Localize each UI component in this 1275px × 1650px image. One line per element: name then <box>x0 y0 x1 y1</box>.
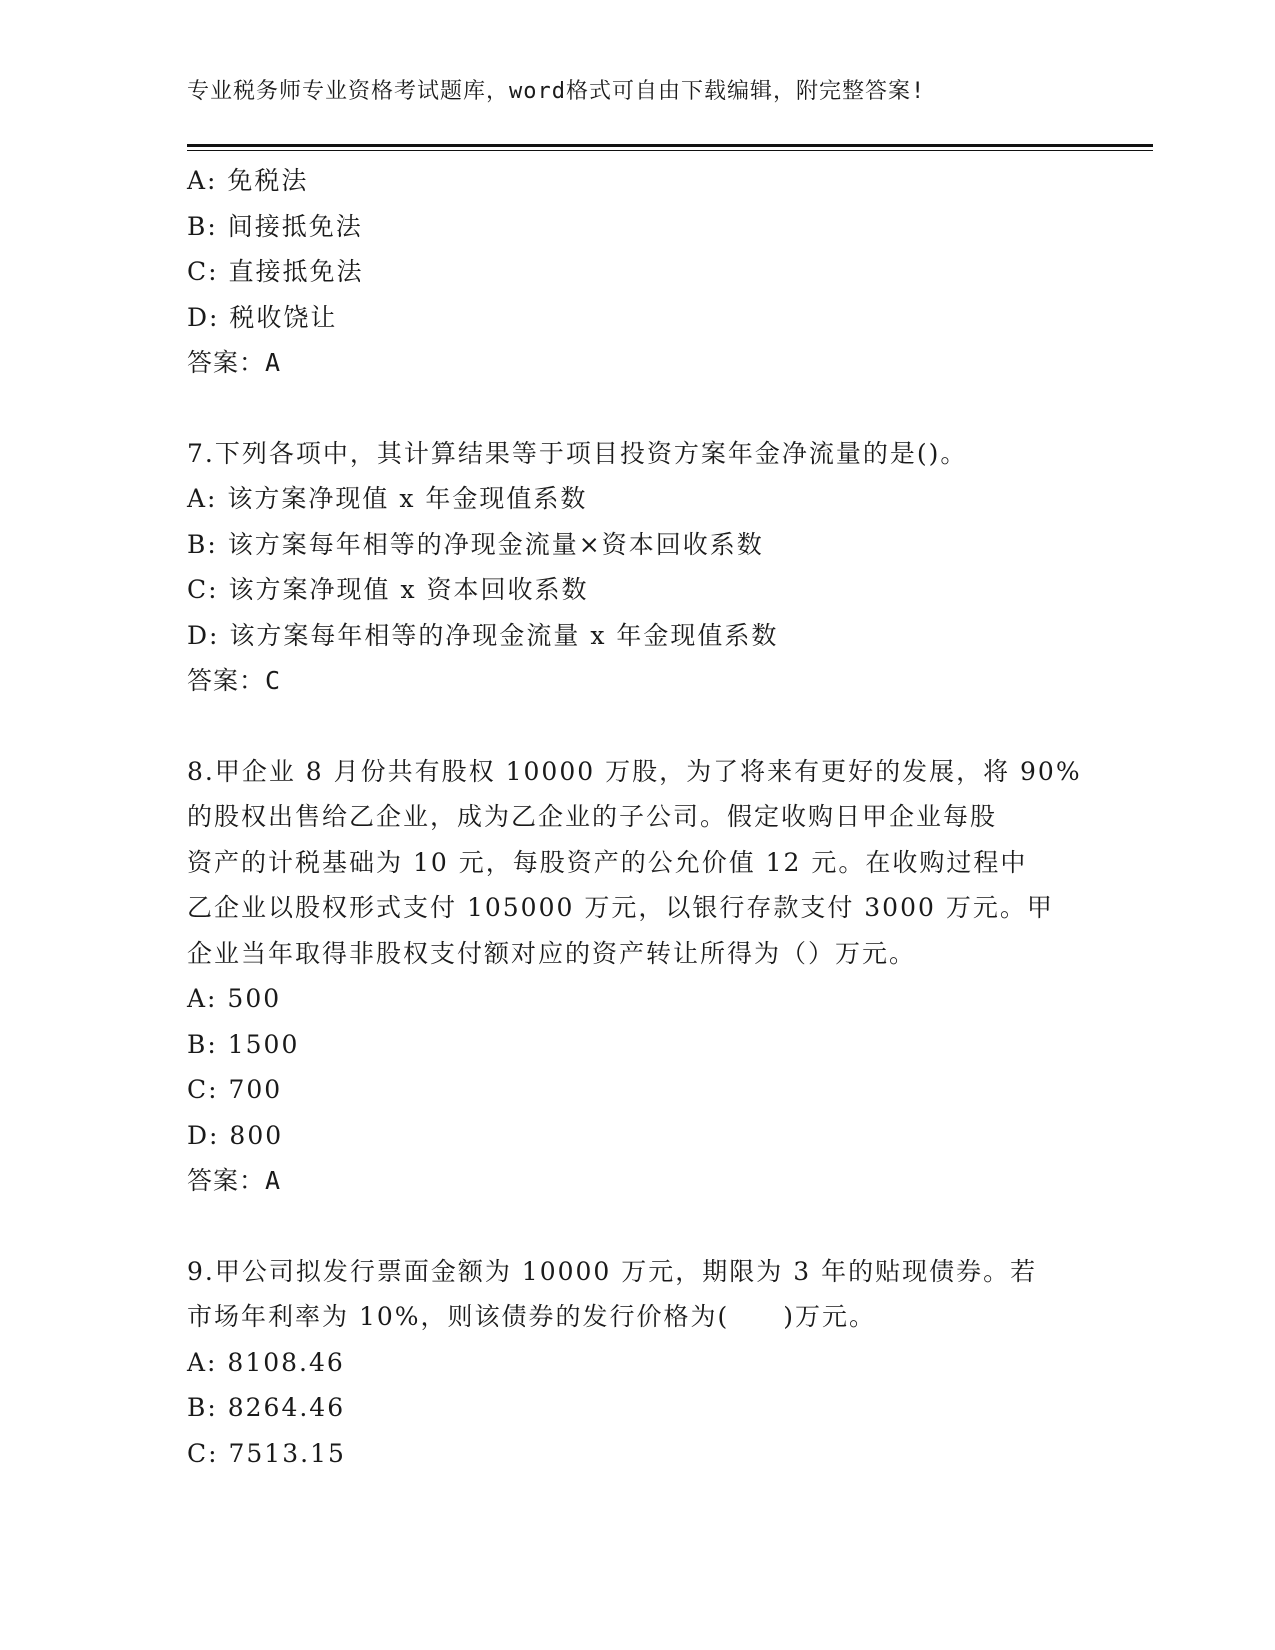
option-a: A: 500 <box>187 984 282 1013</box>
option-b: B: 1500 <box>187 1029 300 1059</box>
answer: 答案：C <box>187 666 282 695</box>
option-a: A: 该方案净现值 x 年金现值系数 <box>187 484 588 513</box>
question-stem: 乙企业以股权形式支付 105000 万元，以银行存款支付 3000 万元。甲 <box>187 893 1054 922</box>
option-a: A: 免税法 <box>187 166 309 195</box>
question-stem: 资产的计税基础为 10 元，每股资产的公允价值 12 元。在收购过程中 <box>187 847 1028 877</box>
question-7 <box>187 431 1087 704</box>
answer: 答案：A <box>187 1166 282 1195</box>
option-d: D: 该方案每年相等的净现金流量 x 年金现值系数 <box>187 620 779 650</box>
header-divider <box>187 144 1153 147</box>
page-header: 专业税务师专业资格考试题库，word格式可自由下载编辑，附完整答案! <box>187 79 926 104</box>
question-stem: 市场年利率为 10%，则该债券的发行价格为( )万元。 <box>187 1302 877 1331</box>
option-b: B: 8264.46 <box>187 1393 346 1422</box>
question-stem: 9.甲公司拟发行票面金额为 10000 万元，期限为 3 年的贴现债券。若 <box>187 1256 1038 1286</box>
option-b: B: 该方案每年相等的净现金流量×资本回收系数 <box>187 529 764 559</box>
question-stem: 8.甲企业 8 月份共有股权 10000 万股，为了将来有更好的发展，将 90% <box>187 756 1082 786</box>
option-d: D: 800 <box>187 1120 284 1150</box>
option-c: C: 700 <box>187 1075 283 1104</box>
header-divider-thin <box>187 150 1153 151</box>
question-list <box>187 158 1087 1476</box>
option-d: D: 税收饶让 <box>187 302 338 332</box>
option-c: C: 直接抵免法 <box>187 257 364 286</box>
option-b: B: 间接抵免法 <box>187 211 363 241</box>
question-stem: 企业当年取得非股权支付额对应的资产转让所得为（）万元。 <box>187 938 917 968</box>
question-6 <box>187 158 1087 386</box>
question-9 <box>187 1249 1087 1477</box>
answer: 答案：A <box>187 348 282 377</box>
question-stem: 7.下列各项中，其计算结果等于项目投资方案年金净流量的是()。 <box>187 438 968 468</box>
option-c: C: 7513.15 <box>187 1438 346 1468</box>
option-a: A: 8108.46 <box>187 1347 345 1377</box>
question-stem: 的股权出售给乙企业，成为乙企业的子公司。假定收购日甲企业每股 <box>187 802 998 831</box>
option-c: C: 该方案净现值 x 资本回收系数 <box>187 575 589 604</box>
question-8 <box>187 749 1087 1204</box>
